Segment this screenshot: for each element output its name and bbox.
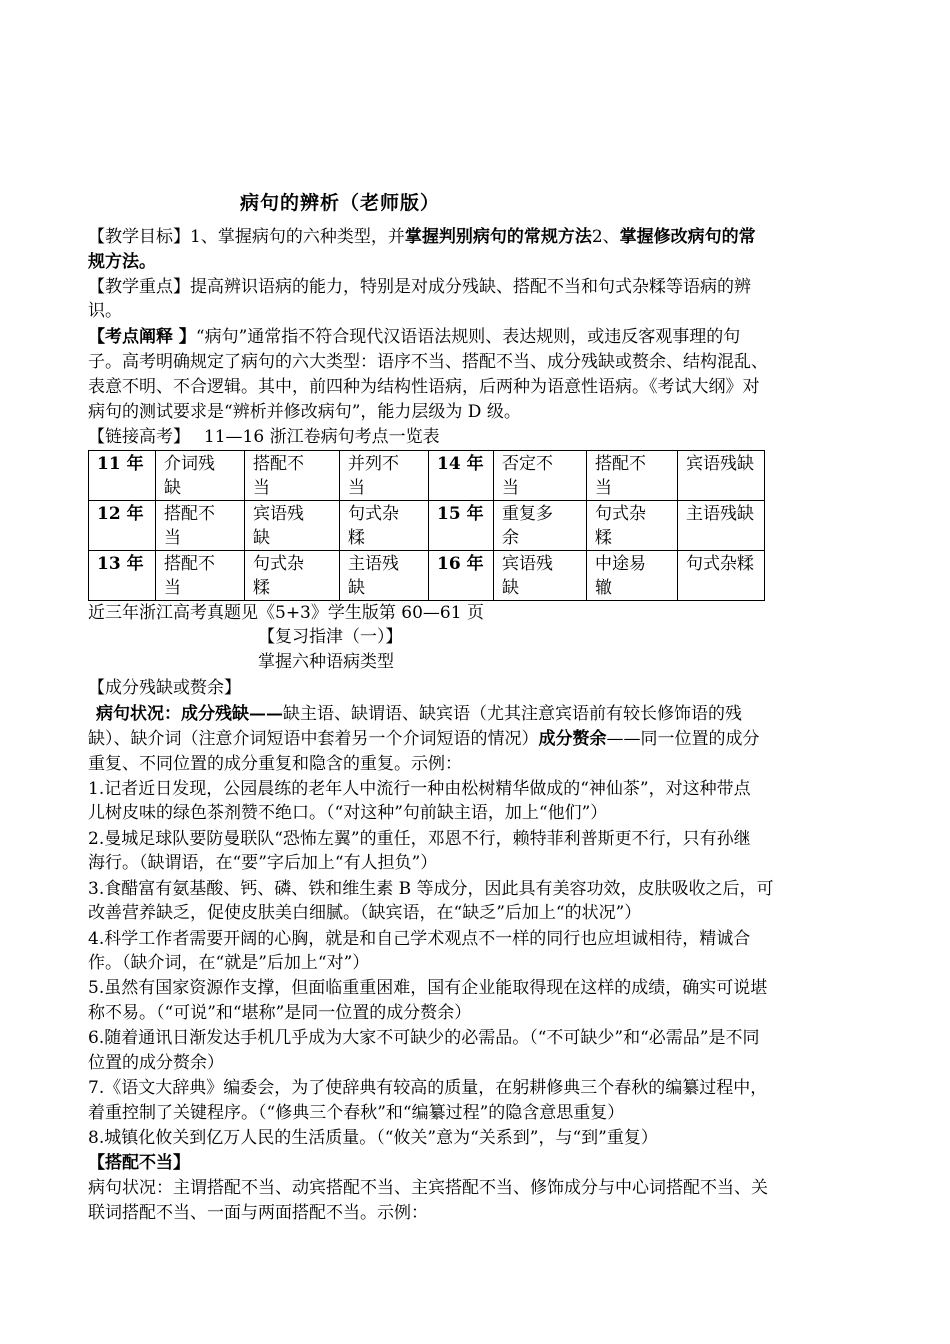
status-redundancy-bold: 成分赘余 xyxy=(538,729,607,749)
section1-status-line-3: 重复、不同位置的成分重复和隐含的重复。示例： xyxy=(88,754,462,774)
example-line: 3.食醋富有氨基酸、钙、磷、铁和维生素 B 等成分，因此具有美容功效，皮肤吸收之后，可 xyxy=(88,879,774,899)
table-cell-year: 12 年 xyxy=(89,501,156,551)
after-table-note: 近三年浙江高考真题见《5+3》学生版第 60—61 页 xyxy=(88,603,484,623)
teaching-focus-line-2: 识。 xyxy=(88,301,122,321)
teaching-goal-bold-2: 掌握修改病句的常 xyxy=(619,227,756,247)
section1-heading: 【成分残缺或赘余】 xyxy=(88,678,241,698)
status-text: 缺主语、缺谓语、缺宾语（尤其注意宾语前有较长修饰语的残 xyxy=(283,704,742,724)
example-line: 海行。（缺谓语，在“要”字后加上“有人担负”） xyxy=(88,853,438,873)
example-line: 儿树皮味的绿色茶剂赞不绝口。（“对这种”句前缺主语，加上“他们”） xyxy=(88,803,608,823)
teaching-goal-line-2: 规方法。 xyxy=(88,252,156,272)
table-cell-year: 14 年 xyxy=(429,451,494,501)
table-row xyxy=(89,501,765,551)
guide-heading: 【复习指津（一）】 xyxy=(258,627,403,647)
example-line: 称不易。（“可说”和“堪称”是同一位置的成分赘余） xyxy=(88,1003,472,1023)
explain-line-4: 病句的测试要求是“辨析并修改病句”，能力层级为 D 级。 xyxy=(88,402,521,422)
explain-label: 【考点阐释 】 xyxy=(88,327,196,347)
status-label-bold: 病句状况：成分残缺—— xyxy=(96,704,283,724)
table-cell: 并列不 当 xyxy=(340,451,429,501)
table-cell-year: 16 年 xyxy=(429,551,494,601)
section2-line-2: 联词搭配不当、一面与两面搭配不当。示例： xyxy=(88,1203,428,1223)
teaching-goal-prefix: 【教学目标】1、掌握病句的六种类型，并 xyxy=(88,227,405,247)
table-cell: 句式杂 糅 xyxy=(587,501,678,551)
explain-line-1 xyxy=(88,326,740,348)
example-line: 6.随着通讯日渐发达手机几乎成为大家不可缺少的必需品。（“不可缺少”和“必需品”是不同 xyxy=(88,1028,760,1048)
teaching-goal-line-1 xyxy=(88,226,756,248)
teaching-goal-bold-1: 掌握判别病句的常规方法 xyxy=(404,227,592,247)
explain-line-2: 子。高考明确规定了病句的六大类型：语序不当、搭配不当、成分残缺或赘余、结构混乱、 xyxy=(88,352,768,372)
teaching-focus-line-1: 【教学重点】提高辨识语病的能力，特别是对成分残缺、搭配不当和句式杂糅等语病的辨 xyxy=(88,277,751,297)
page-title: 病句的辨析（老师版） xyxy=(240,192,441,214)
link-heading: 【链接高考】 11—16 浙江卷病句考点一览表 xyxy=(88,427,440,447)
example-line: 7.《语文大辞典》编委会，为了使辞典有较高的质量，在躬耕修典三个春秋的编纂过程中， xyxy=(88,1078,768,1098)
table-cell: 搭配不 当 xyxy=(156,501,245,551)
table-cell: 宾语残 缺 xyxy=(245,501,340,551)
table-cell: 宾语残 缺 xyxy=(494,551,587,601)
table-row xyxy=(89,451,765,501)
table-cell: 句式杂 糅 xyxy=(245,551,340,601)
section1-status-line-1 xyxy=(96,703,742,725)
guide-subheading: 掌握六种语病类型 xyxy=(258,652,394,672)
table-cell: 搭配不 当 xyxy=(587,451,678,501)
example-line: 1.记者近日发现，公园晨练的老年人中流行一种由松树精华做成的“神仙茶”，对这种带点 xyxy=(88,779,751,799)
table-cell: 重复多 余 xyxy=(494,501,587,551)
example-line: 2.曼城足球队要防曼联队“恐怖左翼”的重任，邓恩不行，赖特菲利普斯更不行，只有孙继 xyxy=(88,829,751,849)
example-line: 作。（缺介词，在“就是”后加上“对”） xyxy=(88,953,370,973)
example-line: 改善营养缺乏，促使皮肤美白细腻。（缺宾语，在“缺乏”后加上“的状况”） xyxy=(88,903,642,923)
example-line: 4.科学工作者需要开阔的心胸，就是和自己学术观点不一样的同行也应坦诚相待，精诚合 xyxy=(88,929,751,949)
explain-line-3: 表意不明、不合逻辑。其中，前四种为结构性语病，后两种为语意性语病。《考试大纲》对 xyxy=(88,377,760,397)
status-text: ——同一位置的成分 xyxy=(606,729,760,749)
exam-topic-table xyxy=(88,450,765,601)
table-cell: 句式杂 糅 xyxy=(340,501,429,551)
teaching-goal-mid: 2、 xyxy=(591,227,620,247)
example-line: 8.城镇化攸关到亿万人民的生活质量。（“攸关”意为“关系到”，与“到”重复） xyxy=(88,1128,658,1148)
status-text: 缺）、缺介词（注意介词短语中套着另一个介词短语的情况） xyxy=(88,729,539,749)
table-cell: 主语残 缺 xyxy=(340,551,429,601)
table-cell: 介词残 缺 xyxy=(156,451,245,501)
table-cell: 宾语残缺 xyxy=(678,451,765,501)
table-cell: 中途易 辙 xyxy=(587,551,678,601)
table-cell: 搭配不 当 xyxy=(245,451,340,501)
example-line: 着重控制了关键程序。（“修典三个春秋”和“编纂过程”的隐含意思重复） xyxy=(88,1103,625,1123)
section2-heading: 【搭配不当】 xyxy=(88,1153,190,1173)
section2-line-1: 病句状况：主谓搭配不当、动宾搭配不当、主宾搭配不当、修饰成分与中心词搭配不当、关 xyxy=(88,1178,768,1198)
table-cell-year: 15 年 xyxy=(429,501,494,551)
table-cell-year: 11 年 xyxy=(89,451,156,501)
example-line: 5.虽然有国家资源作支撑，但面临重重困难，国有企业能取得现在这样的成绩，确实可说堪 xyxy=(88,978,768,998)
table-cell-year: 13 年 xyxy=(89,551,156,601)
table-cell: 否定不 当 xyxy=(494,451,587,501)
table-row xyxy=(89,551,765,601)
explain-text-1: “病句”通常指不符合现代汉语语法规则、表达规则，或违反客观事理的句 xyxy=(195,327,741,347)
table-cell: 搭配不 当 xyxy=(156,551,245,601)
table-cell: 句式杂糅 xyxy=(678,551,765,601)
table-cell: 主语残缺 xyxy=(678,501,765,551)
example-line: 位置的成分赘余） xyxy=(88,1053,224,1073)
section1-status-line-2 xyxy=(88,728,760,750)
